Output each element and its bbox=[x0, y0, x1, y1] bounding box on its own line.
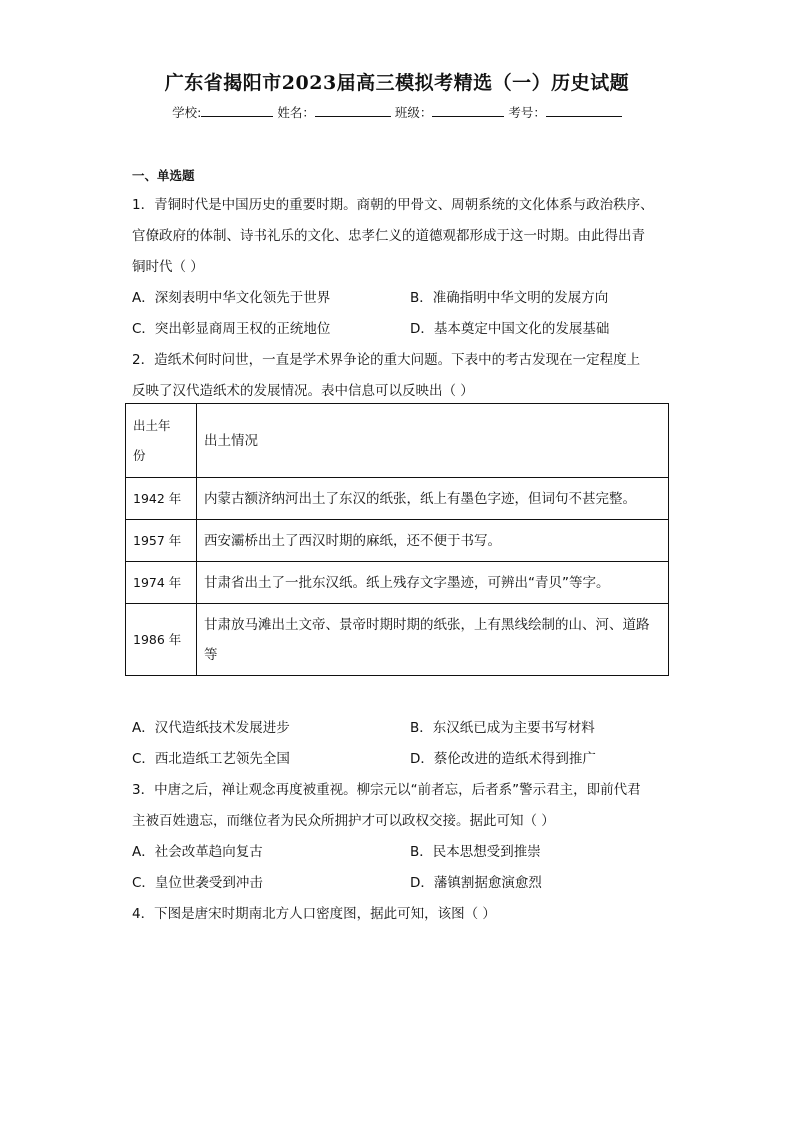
q1-stem-line2: 官僚政府的体制、诗书礼乐的文化、忠孝仁义的道德观都形成于这一时期。由此得出青 bbox=[132, 228, 645, 244]
table-row bbox=[126, 562, 669, 604]
exam-no-blank[interactable] bbox=[546, 104, 622, 117]
q3-stem-line1: 3．中唐之后，禅让观念再度被重视。柳宗元以“前者忘，后者系”警示君主，即前代君 bbox=[132, 782, 641, 798]
school-label: 学校: bbox=[172, 105, 202, 120]
header-desc: 出土情况 bbox=[197, 404, 669, 478]
row-year: 1986 年 bbox=[126, 604, 197, 676]
page-title: 广东省揭阳市2023届高三模拟考精选（一）历史试题 bbox=[164, 72, 630, 94]
q1-option-c[interactable]: C．突出彰显商周王权的正统地位 bbox=[132, 321, 331, 337]
q2-option-c[interactable]: C．西北造纸工艺领先全国 bbox=[132, 751, 290, 767]
q2-stem-line2: 反映了汉代造纸术的发展情况。表中信息可以反映出（ ） bbox=[132, 383, 474, 399]
row-year: 1957 年 bbox=[126, 520, 197, 562]
q3-stem-line2: 主被百姓遗忘，而继位者为民众所拥护才可以政权交接。据此可知（ ） bbox=[132, 813, 555, 829]
row-desc: 甘肃放马滩出土文帝、景帝时期时期的纸张，上有黑线绘制的山、河、道路 等 bbox=[197, 604, 669, 676]
table-row bbox=[126, 604, 669, 676]
q2-option-b[interactable]: B．东汉纸已成为主要书写材料 bbox=[410, 720, 595, 736]
q3-option-b[interactable]: B．民本思想受到推崇 bbox=[410, 844, 541, 860]
q3-option-a[interactable]: A．社会改革趋向复古 bbox=[132, 844, 263, 860]
q3-option-d[interactable]: D．藩镇割据愈演愈烈 bbox=[410, 875, 542, 891]
archaeology-table bbox=[125, 403, 669, 676]
name-blank[interactable] bbox=[315, 104, 391, 117]
class-label: 班级： bbox=[394, 105, 433, 120]
class-blank[interactable] bbox=[432, 104, 504, 117]
school-blank[interactable] bbox=[201, 104, 273, 117]
exam-no-label: 考号： bbox=[508, 105, 546, 120]
q1-stem-line1: 1．青铜时代是中国历史的重要时期。商朝的甲骨文、周朝系统的文化体系与政治秩序、 bbox=[132, 197, 654, 213]
q1-option-b[interactable]: B．准确指明中华文明的发展方向 bbox=[410, 290, 609, 306]
table-row bbox=[126, 478, 669, 520]
q1-stem-line3: 铜时代（ ） bbox=[132, 259, 204, 275]
q3-option-c[interactable]: C．皇位世袭受到冲击 bbox=[132, 875, 263, 891]
q2-option-a[interactable]: A．汉代造纸技术发展进步 bbox=[132, 720, 290, 736]
section-heading: 一、单选题 bbox=[132, 168, 195, 183]
q2-stem-line1: 2．造纸术何时问世，一直是学术界争论的重大问题。下表中的考古发现在一定程度上 bbox=[132, 352, 641, 368]
row-year: 1974 年 bbox=[126, 562, 197, 604]
q2-option-d[interactable]: D．蔡伦改进的造纸术得到推广 bbox=[410, 751, 596, 767]
row-desc: 内蒙古额济纳河出土了东汉的纸张，纸上有墨色字迹，但词句不甚完整。 bbox=[197, 478, 669, 520]
q4-stem-line1: 4．下图是唐宋时期南北方人口密度图，据此可知，该图（ ） bbox=[132, 906, 496, 922]
row-desc: 甘肃省出土了一批东汉纸。纸上残存文字墨迹，可辨出“青贝”等字。 bbox=[197, 562, 669, 604]
table-header-row bbox=[126, 404, 669, 478]
row-year: 1942 年 bbox=[126, 478, 197, 520]
student-info-line bbox=[0, 103, 794, 121]
q1-option-d[interactable]: D．基本奠定中国文化的发展基础 bbox=[410, 321, 610, 337]
row-desc: 西安灞桥出土了西汉时期的麻纸，还不便于书写。 bbox=[197, 520, 669, 562]
name-label: 姓名： bbox=[277, 105, 315, 120]
header-year: 出土年 份 bbox=[126, 404, 197, 478]
q1-option-a[interactable]: A．深刻表明中华文化领先于世界 bbox=[132, 290, 331, 306]
table-row bbox=[126, 520, 669, 562]
